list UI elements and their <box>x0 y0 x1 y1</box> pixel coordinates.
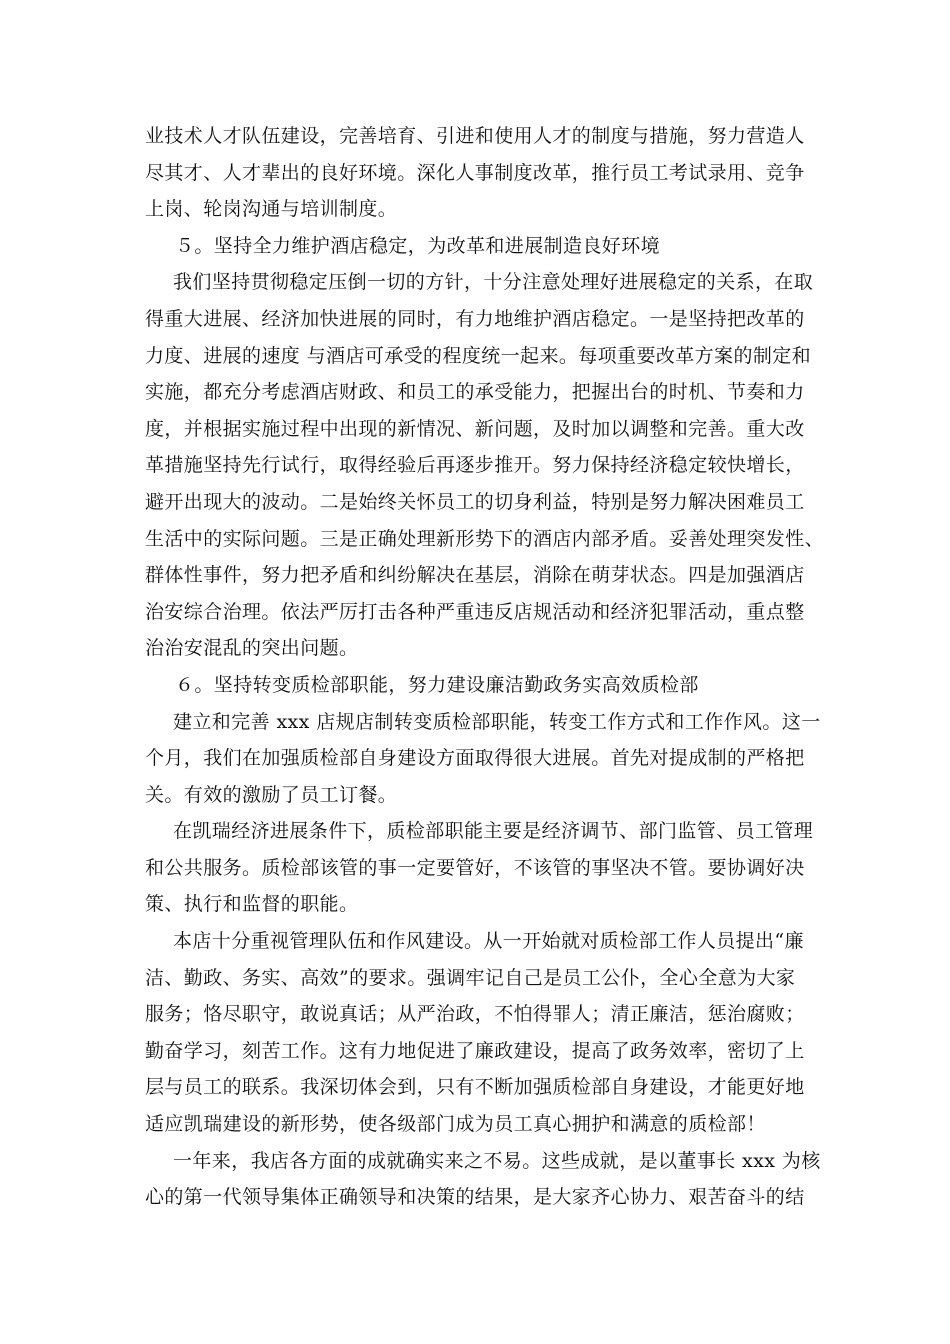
text-line: 革措施坚持先行试行，取得经验后再逐步推开。努力保持经济稳定较快增长， <box>145 454 805 477</box>
text-line: 洁、勤政、务实、高效”的要求。强调牢记自己是员工公仆，全心全意为大家 <box>145 966 796 989</box>
text-line: 实施，都充分考虑酒店财政、和员工的承受能力，把握出台的时机、节奏和力 <box>145 381 805 404</box>
text-line: 个月，我们在加强质检部自身建设方面取得很大进展。首先对提成制的严格把 <box>145 747 805 770</box>
text-line: 建立和完善 xxx 店规店制转变质检部职能，转变工作方式和工作作风。这一 <box>173 710 821 733</box>
text-line: 勤奋学习，刻苦工作。这有力地促进了廉政建设，提高了政务效率，密切了上 <box>145 1039 805 1062</box>
text-line: 服务；恪尽职守，敢说真话；从严治政，不怕得罪人；清正廉洁，惩治腐败； <box>145 1003 805 1026</box>
section-heading: ５。坚持全力维护酒店稳定，为改革和进展制造良好环境 <box>175 234 661 257</box>
text-line: 我们坚持贯彻稳定压倒一切的方针，十分注意处理好进展稳定的关系，在取 <box>173 271 814 294</box>
text-line: 度，并根据实施过程中出现的新情况、新问题，及时加以调整和完善。重大改 <box>145 417 805 440</box>
text-line: 心的第一代领导集体正确领导和决策的结果，是大家齐心协力、艰苦奋斗的结 <box>145 1186 805 1209</box>
text-line: 得重大进展、经济加快进展的同时，有力地维护酒店稳定。一是坚持把改革的 <box>145 307 805 330</box>
section-heading: ６。坚持转变质检部职能，努力建设廉洁勤政务实高效质检部 <box>175 673 699 696</box>
text-line: 和公共服务。质检部该管的事一定要管好，不该管的事坚决不管。要协调好决 <box>145 856 805 879</box>
text-line: 避开出现大的波动。二是始终关怀员工的切身利益，特别是努力解决困难员工 <box>145 490 805 513</box>
text-line: 策、执行和监督的职能。 <box>145 893 359 916</box>
text-line: 治治安混乱的突出问题。 <box>145 637 359 660</box>
text-line: 群体性事件，努力把矛盾和纠纷解决在基层，消除在萌芽状态。四是加强酒店 <box>145 564 805 587</box>
text-line: 层与员工的联系。我深切体会到，只有不断加强质检部自身建设，才能更好地 <box>145 1076 805 1099</box>
text-line: 一年来，我店各方面的成就确实来之不易。这些成就，是以董事长 xxx 为核 <box>173 1149 821 1172</box>
text-line: 关。有效的激励了员工订餐。 <box>145 783 398 806</box>
text-line: 适应凯瑞建设的新形势，使各级部门成为员工真心拥护和满意的质检部！ <box>145 1113 766 1136</box>
text-line: 生活中的实际问题。三是正确处理新形势下的酒店内部矛盾。妥善处理突发性、 <box>145 527 825 550</box>
text-line: 业技术人才队伍建设，完善培育、引进和使用人才的制度与措施，努力营造人 <box>145 125 805 147</box>
text-line: 力度、进展的速度 与酒店可承受的程度统一起来。每项重要改革方案的制定和 <box>145 344 812 367</box>
document-page <box>145 118 825 1216</box>
text-line: 治安综合治理。依法严厉打击各种严重违反店规活动和经济犯罪活动，重点整 <box>145 600 805 623</box>
text-line: 在凯瑞经济进展条件下，质检部职能主要是经济调节、部门监管、员工管理 <box>173 820 814 843</box>
text-line: 本店十分重视管理队伍和作风建设。从一开始就对质检部工作人员提出“廉 <box>173 930 804 953</box>
text-line: 上岗、轮岗沟通与培训制度。 <box>145 198 398 221</box>
text-line: 尽其才、人才辈出的良好环境。深化人事制度改革，推行员工考试录用、竞争 <box>145 161 805 184</box>
